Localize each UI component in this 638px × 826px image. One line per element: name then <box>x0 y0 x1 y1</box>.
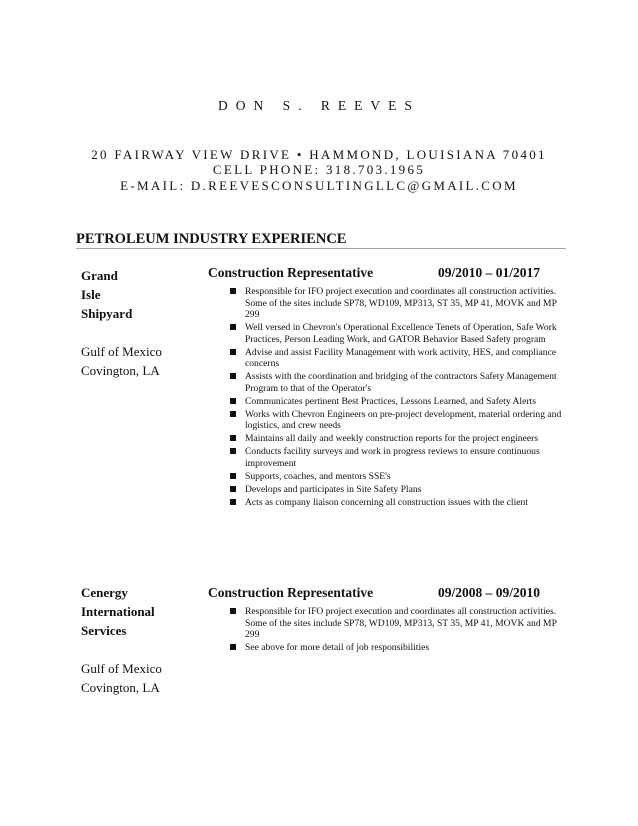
square-bullet-icon <box>230 288 236 294</box>
employer-name-line: Shipyard <box>81 306 133 321</box>
job-dates: 09/2008 – 09/2010 <box>438 585 541 600</box>
location-line: Covington, LA <box>81 680 160 695</box>
duty-item <box>208 409 566 432</box>
square-bullet-icon <box>230 486 236 492</box>
duty-text: Maintains all daily and weekly construction reports for the project engineers <box>245 433 539 444</box>
email-line: E-MAIL: D.REEVESCONSULTINGLLC@GMAIL.COM <box>120 178 518 193</box>
duty-text: Acts as company liaison concerning all construction issues with the client <box>245 496 528 508</box>
duty-text: Communicates pertinent Best Practices, Lessons Learned, and Safety Alerts <box>245 395 536 407</box>
duty-text: Works with Chevron Engineers on pre-project development, material ordering and logistics, and crew needs <box>245 408 562 431</box>
duty-item <box>208 446 566 469</box>
location-line: Covington, LA <box>81 363 160 378</box>
square-bullet-icon <box>230 499 236 505</box>
section-divider <box>76 248 566 249</box>
duty-item <box>208 497 566 509</box>
candidate-name: DON S. REEVES <box>218 98 420 113</box>
square-bullet-icon <box>230 373 236 379</box>
job-dates: 09/2010 – 01/2017 <box>438 265 541 280</box>
phone-line: CELL PHONE: 318.703.1965 <box>212 162 426 177</box>
square-bullet-icon <box>230 398 236 404</box>
duty-item <box>208 371 566 394</box>
duty-text: Responsible for IFO project execution and coordinates all construction activities. Some of the sites include SP78, WD109, MP313, ST 35, MP 41, MOVK and MP 299 <box>245 286 557 320</box>
duty-list <box>208 606 566 654</box>
location-line: Gulf of Mexico <box>81 661 162 676</box>
employer-block <box>81 583 162 697</box>
duty-item <box>208 433 566 445</box>
duty-item <box>208 322 566 345</box>
job-title: Construction Representative <box>208 265 374 280</box>
square-bullet-icon <box>230 411 236 417</box>
duty-text: Develops and participates in Site Safety Plans <box>245 483 422 495</box>
duty-item <box>208 642 566 654</box>
square-bullet-icon <box>230 435 236 441</box>
duty-text: See above for more detail of job responsibilities <box>245 642 430 653</box>
square-bullet-icon <box>230 349 236 355</box>
job-title: Construction Representative <box>208 585 374 600</box>
duty-text: Well versed in Chevron's Operational Excellence Tenets of Operation, Safe Work Practices, Person Leading Work, and GATOR Behavior Based Safety program <box>245 322 557 345</box>
spacer <box>81 323 162 342</box>
square-bullet-icon <box>230 473 236 479</box>
duty-list <box>208 286 566 508</box>
job-header <box>208 585 566 603</box>
square-bullet-icon <box>230 324 236 330</box>
employer-name-line: Isle <box>81 287 101 302</box>
duty-item <box>208 606 566 641</box>
location-line: Gulf of Mexico <box>81 344 162 359</box>
duty-text: Assists with the coordination and bridging of the contractors Safety Management Program to that of the Operator's <box>245 371 557 394</box>
duty-item <box>208 484 566 496</box>
employer-name-line: Grand <box>81 268 118 283</box>
employer-name-line: Services <box>81 623 127 638</box>
address-line: 20 FAIRWAY VIEW DRIVE • HAMMOND, LOUISIANA 70401 <box>91 147 547 162</box>
duty-item <box>208 471 566 483</box>
employer-name-line: International <box>81 604 155 619</box>
job-entry <box>208 585 566 655</box>
square-bullet-icon <box>230 608 236 614</box>
square-bullet-icon <box>230 644 236 650</box>
square-bullet-icon <box>230 448 236 454</box>
duty-item <box>208 286 566 321</box>
duty-text: Conducts facility surveys and work in progress reviews to ensure continuous improvement <box>245 446 540 469</box>
job-entry <box>208 265 566 510</box>
job-header <box>208 265 566 283</box>
duty-text: Advise and assist Facility Management with work activity, HES, and compliance concerns <box>245 346 557 369</box>
employer-name-line: Cenergy <box>81 585 128 600</box>
spacer <box>81 640 162 659</box>
duty-text: Supports, coaches, and mentors SSE's <box>245 470 391 482</box>
duty-text: Responsible for IFO project execution and coordinates all construction activities. Some of the sites include SP78, WD109, MP313, ST 35, MP 41, MOVK and MP 299 <box>245 606 557 640</box>
employer-block <box>81 266 162 380</box>
duty-item <box>208 396 566 408</box>
duty-item <box>208 347 566 370</box>
section-title: PETROLEUM INDUSTRY EXPERIENCE <box>76 231 347 247</box>
